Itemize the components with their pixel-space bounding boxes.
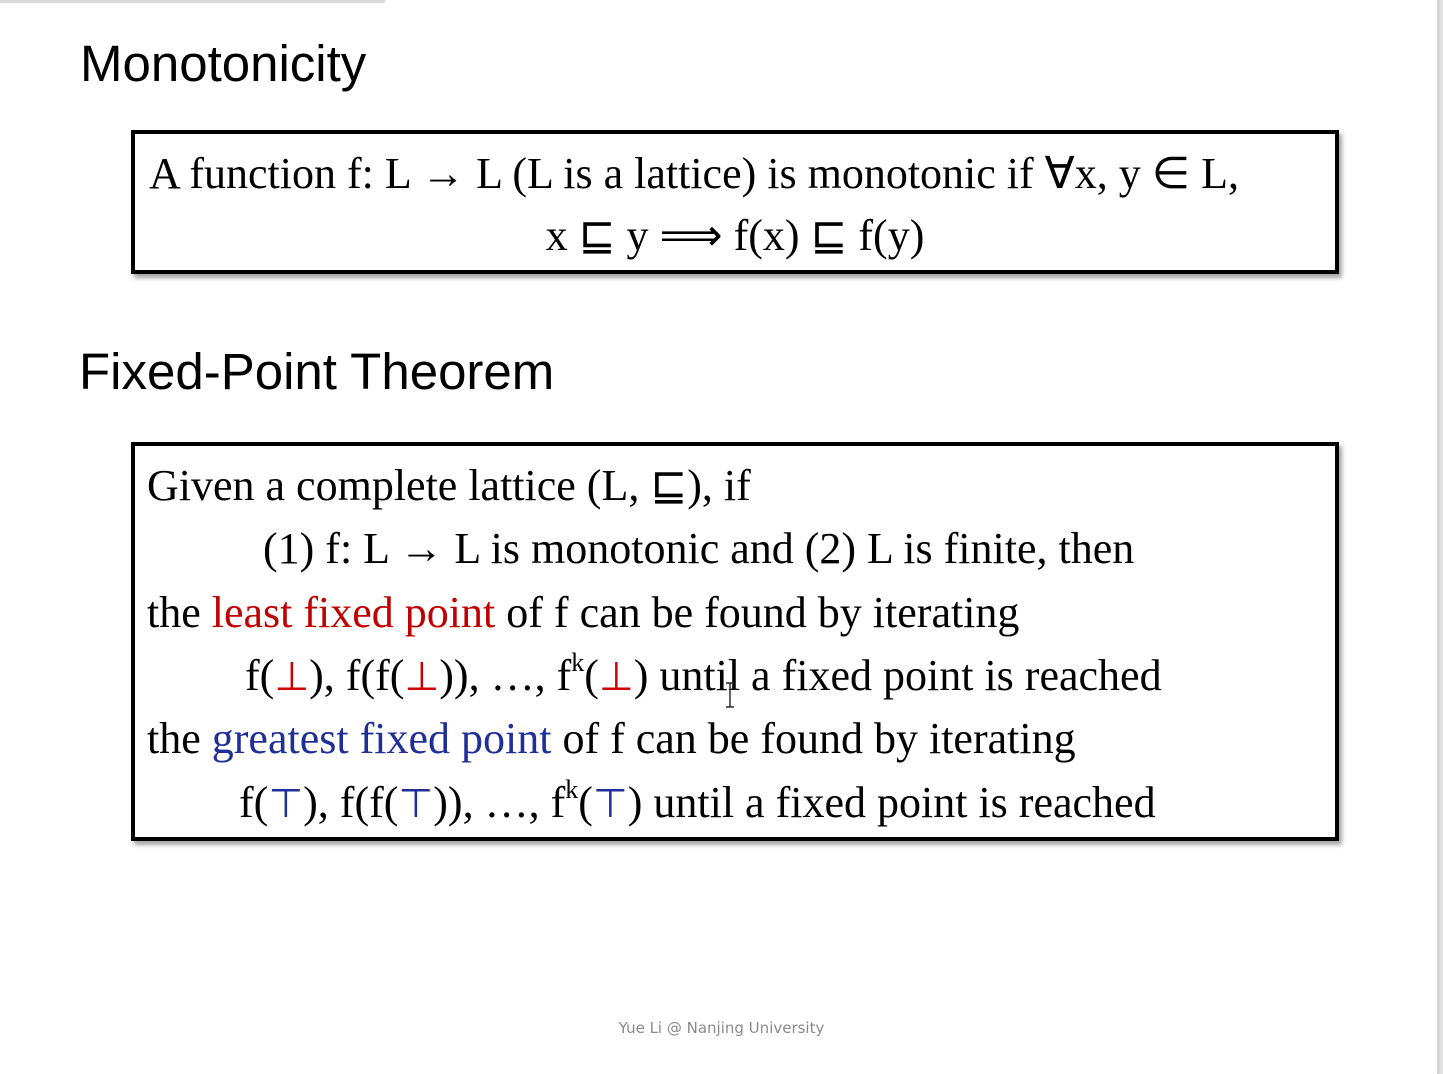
top-symbol: ⊤ [592,781,628,827]
iter-text: )), …, f [439,651,572,700]
top-strip [0,0,385,3]
least-fixed-point-highlight: least fixed point [211,588,496,637]
theorem-line-5-prefix: the [147,714,212,763]
definition-line-2: x ⊑ y ⟹ f(x) ⊑ f(y) [545,211,925,260]
bottom-symbol: ⊥ [274,654,310,700]
iter-text: ), f(f( [309,651,405,700]
bottom-symbol: ⊥ [598,654,634,700]
greatest-fixed-point-highlight: greatest fixed point [211,714,552,763]
theorem-line-3-prefix: the [147,588,212,637]
window-edge [1437,0,1443,1074]
theorem-line-2: (1) f: L → L is monotonic and (2) L is finite, then [263,524,1135,573]
iter-text: f( [245,651,275,700]
theorem-line-6 [239,775,1156,827]
text-cursor-icon [724,682,736,708]
iter-text: ( [578,778,593,827]
top-symbol: ⊤ [268,781,304,827]
iter-text: ), f(f( [303,778,399,827]
iter-text: f( [239,778,269,827]
theorem-line-4 [245,648,1162,700]
heading-fixed-point-theorem: Fixed-Point Theorem [79,343,555,400]
bottom-symbol: ⊥ [404,654,440,700]
definition-box [131,130,1339,274]
definition-line-1: A function f: L → L (L is a lattice) is monotonic if ∀x, y ∈ L, [149,149,1239,198]
theorem-line-1: Given a complete lattice (L, ⊑), if [147,461,751,510]
footer-credit: Yue Li @ Nanjing University [618,1019,825,1037]
theorem-line-5 [147,714,1076,763]
heading-monotonicity: Monotonicity [80,35,367,92]
theorem-line-3 [147,588,1020,637]
theorem-box [131,442,1339,841]
iter-text: ) until a fixed point is reached [627,778,1156,827]
theorem-line-5-suffix: of f can be found by iterating [551,714,1076,763]
iter-text: ) until a fixed point is reached [633,651,1162,700]
theorem-line-3-suffix: of f can be found by iterating [495,588,1020,637]
top-symbol: ⊤ [398,781,434,827]
iter-text: )), …, f [433,778,566,827]
superscript-k: k [565,775,579,804]
iter-text: ( [584,651,599,700]
superscript-k: k [571,648,585,677]
